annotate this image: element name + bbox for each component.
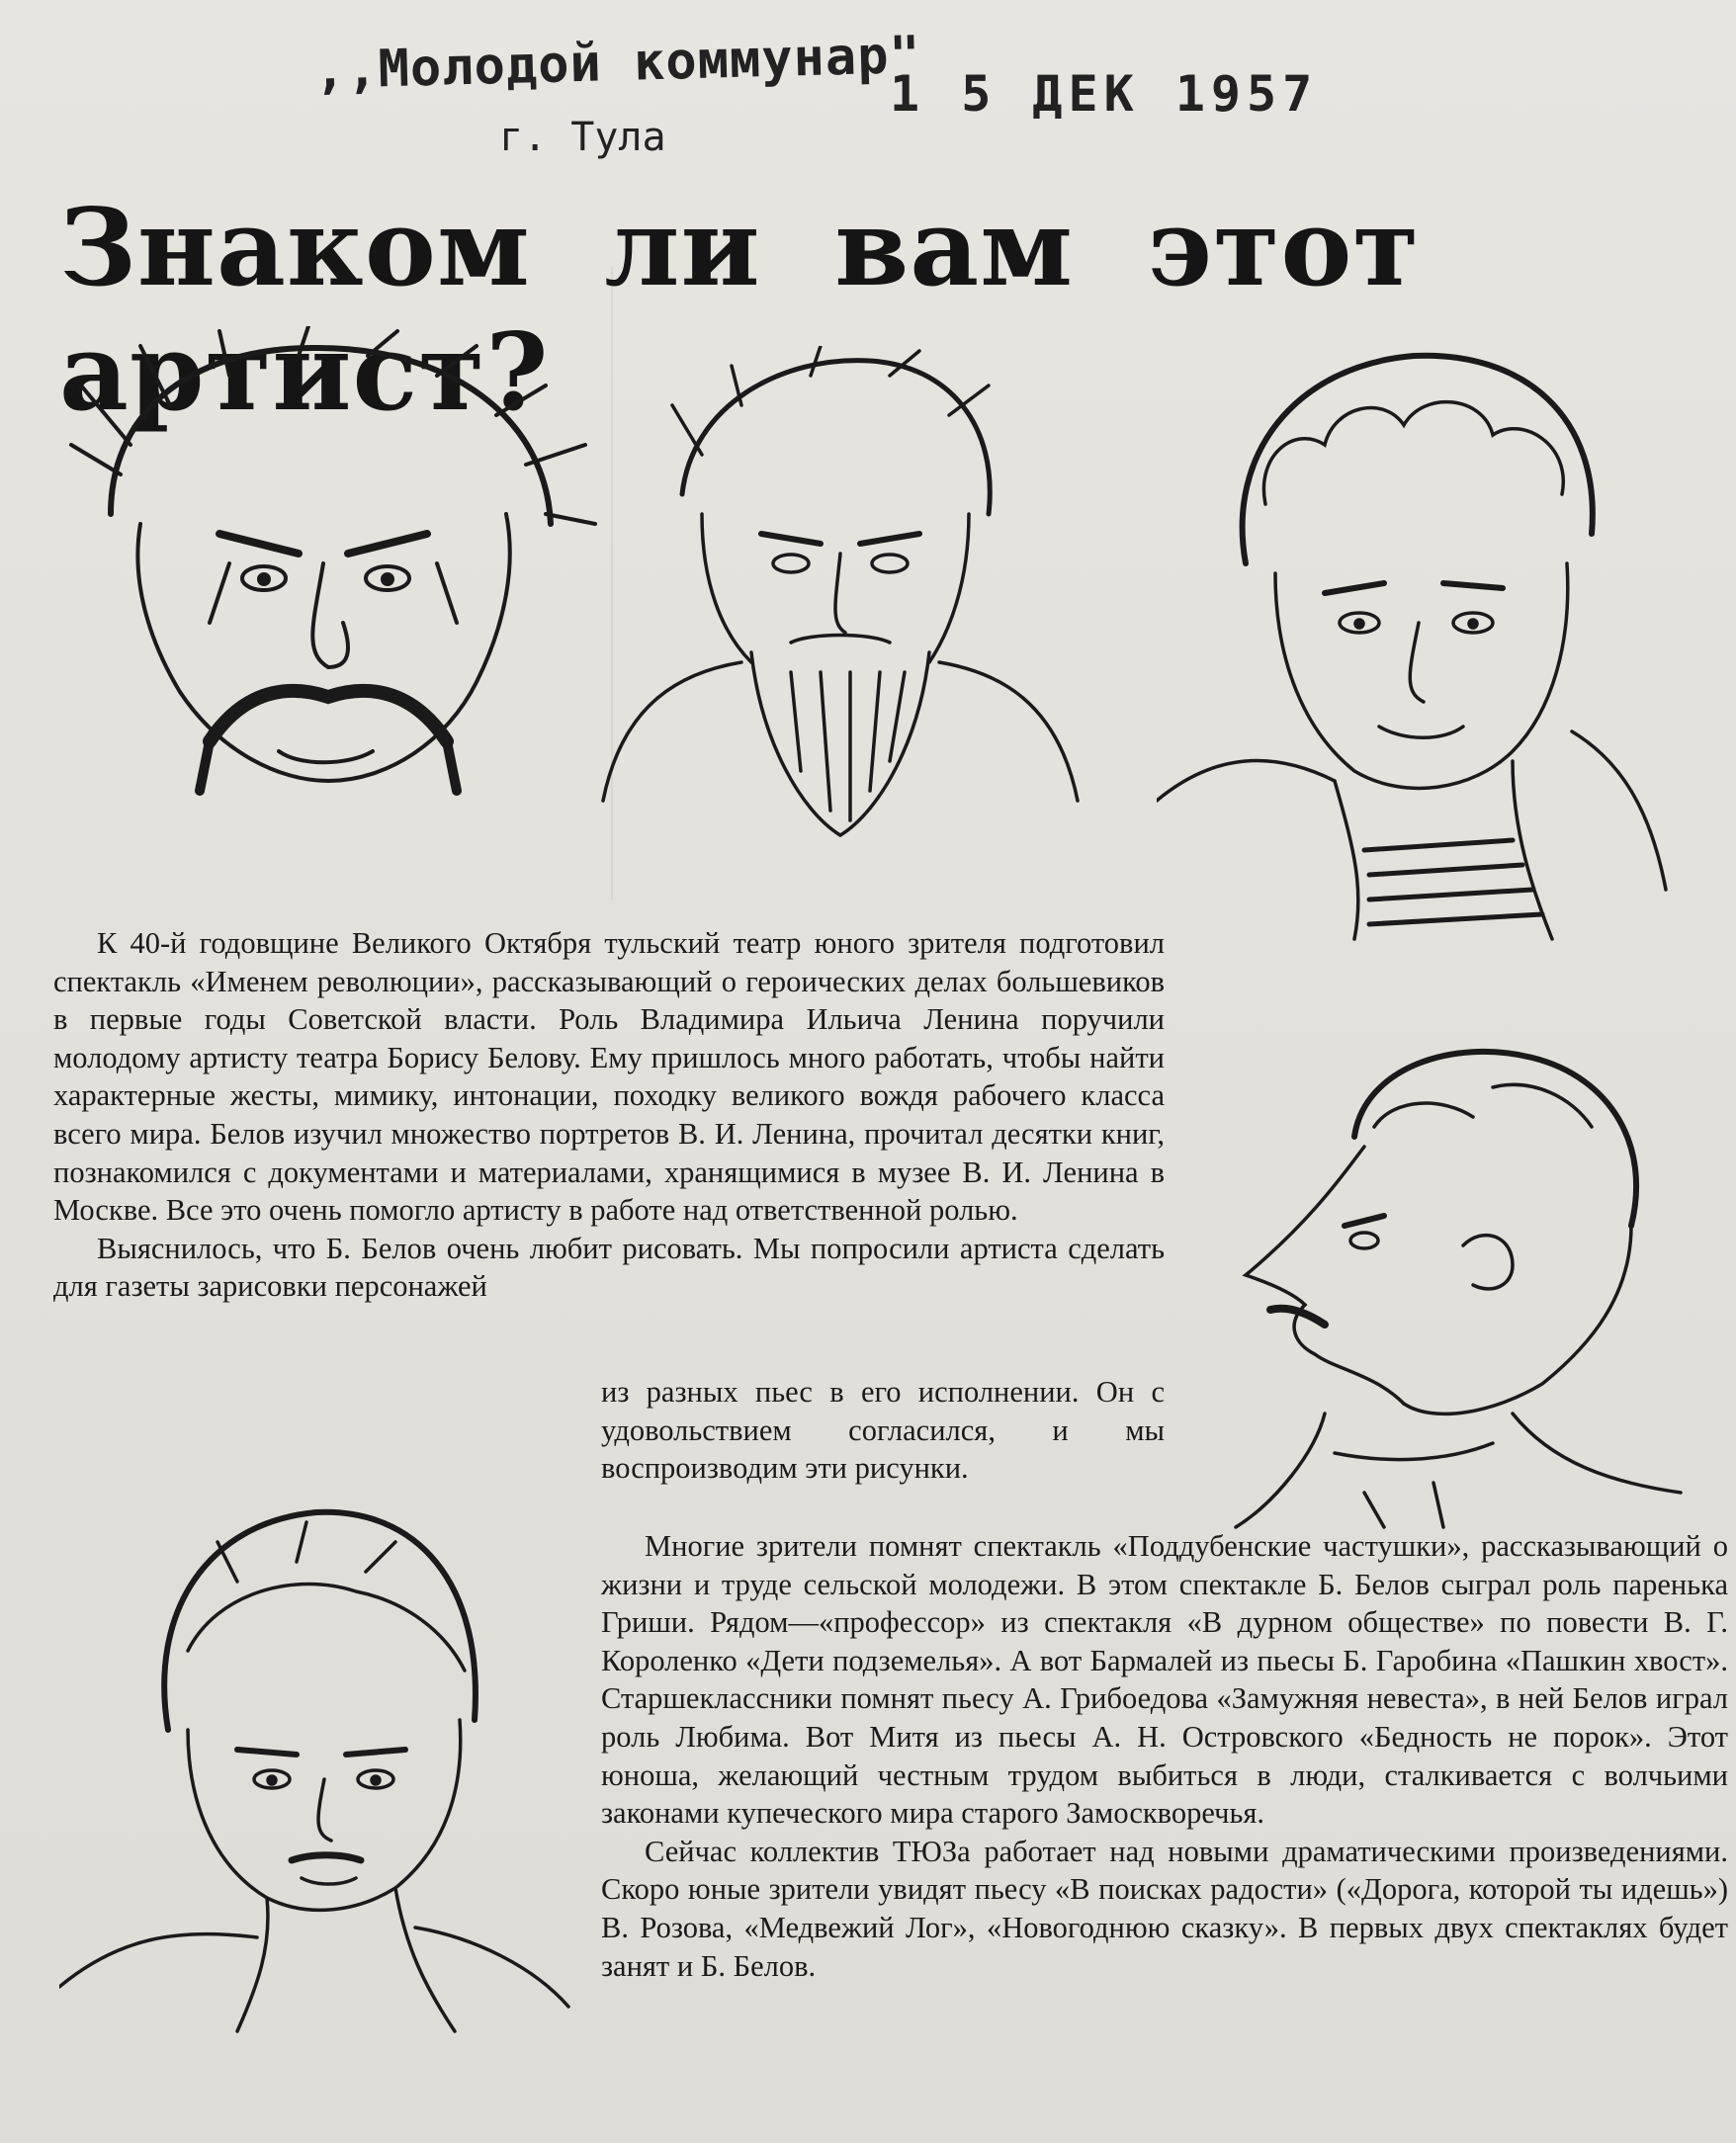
paragraph-continuation: из разных пьес в его исполнении. Он с удовольствием согласился, и мы воспроизводим эти рисунки. xyxy=(601,1375,1165,1486)
sketch-drawing-2 xyxy=(593,346,1087,840)
sketch-drawing-5 xyxy=(59,1473,573,2036)
newspaper-stamp: ,,Молодой коммунар" xyxy=(313,25,922,102)
paragraph-upcoming: Сейчас коллектив ТЮЗа работает над новыми драматическими произведениями. Скоро юные зрители увидят пьесу «В поисках радости» («Дорога, которой ты идешь») В. Розова, «Медвежий Лог», «Новогоднюю сказку». В первых двух спектаклях будет занят и Б. Белов. xyxy=(601,1834,1728,1983)
portrait-bearded-professor xyxy=(593,346,1087,840)
portrait-young-man-striped-shirt xyxy=(1157,336,1671,949)
portrait-mitya-young-man xyxy=(59,1473,573,2036)
sketch-drawing-4 xyxy=(1216,1028,1691,1532)
article-block-intro xyxy=(53,924,1165,1306)
paragraph-drawing-request: Выяснилось, что Б. Белов очень любит рисовать. Мы попросили артиста сделать для газеты зарисовки персонажей xyxy=(53,1231,1165,1304)
paragraph-intro: К 40-й годовщине Великого Октября тульский театр юного зрителя подготовил спектакль «Именем революции», рассказывающий о героических делах большевиков в первые годы Советской власти. Роль Владимира Ильича Ленина поручили молодому артисту театра Борису Белову. Ему пришлось много работать, чтобы найти характерные жесты, мимику, интонации, походку великого вождя рабочего класса всего мира. Белов изучил множество портретов В. И. Ленина, прочитал десятки книг, познакомился с документами и материалами, хранящимися в музее В. И. Ленина в Москве. Все это очень помогло артисту в работе над ответственной ролью. xyxy=(53,926,1165,1228)
article-block-roles xyxy=(601,1527,1728,1985)
sketch-drawing-3 xyxy=(1157,336,1671,949)
city-stamp: г. Тула xyxy=(499,115,666,160)
sketch-drawing-1 xyxy=(51,326,605,840)
portrait-barmaley-profile xyxy=(1216,1028,1691,1532)
paragraph-roles: Многие зрители помнят спектакль «Поддубенские частушки», рассказывающий о жизни и труде сельской молодежи. В этом спектакле Б. Белов сыграл роль паренька Гриши. Рядом—«профессор» из спектакля «В дурном обществе» по повести В. Г. Короленко «Дети подземелья». А вот Бармалей из пьесы Б. Гаробина «Пашкин хвост». Старшеклассники помнят пьесу А. Грибоедова «Замужняя невеста», в ней Белов играл роль Любима. Вот Митя из пьесы А. Н. Островского «Бедность не порок». Этот юноша, желающий честным трудом выбиться в люди, сталкивается с волчьими законами купеческого мира старого Замоскворечья. xyxy=(601,1529,1728,1831)
portrait-mustached-man xyxy=(51,326,605,840)
date-stamp: 1 5 ДЕК 1957 xyxy=(890,65,1319,123)
headline: Знаком ли вам этот артист? xyxy=(59,186,1421,435)
article-block-continuation xyxy=(601,1373,1165,1488)
